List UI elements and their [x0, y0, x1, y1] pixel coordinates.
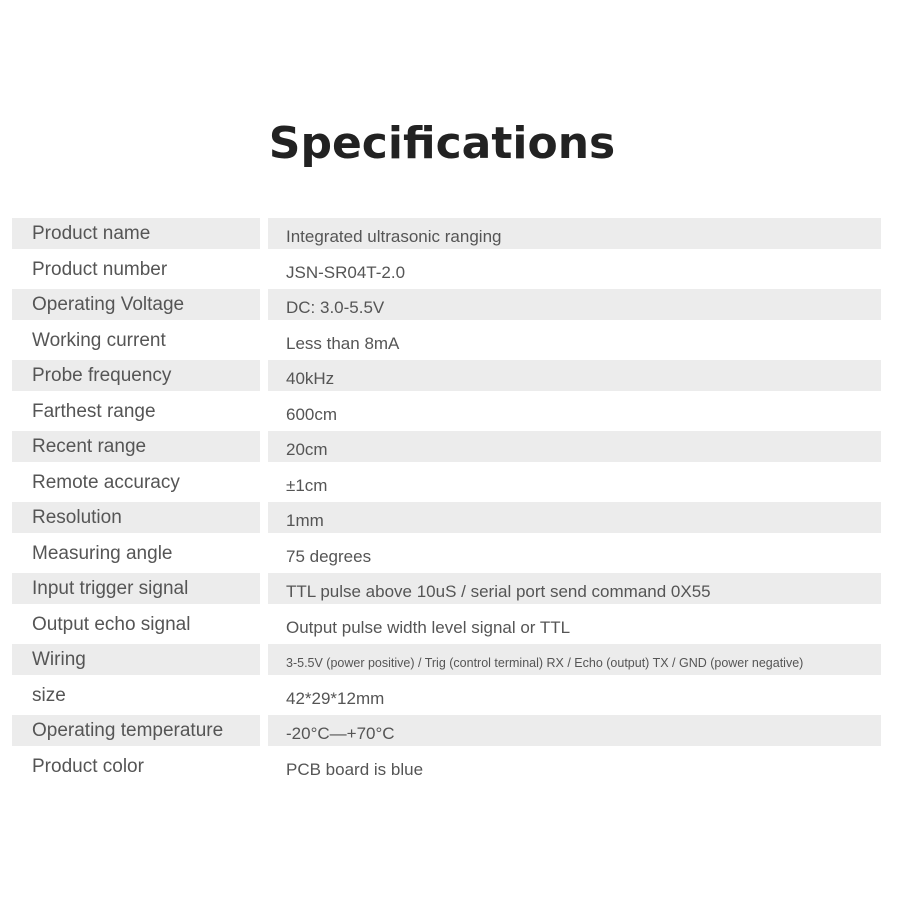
spec-row-measuring-angle — [12, 538, 881, 574]
spec-value: 40kHz — [268, 360, 881, 391]
spec-label: size — [32, 684, 66, 706]
page-title: Specifications — [268, 118, 616, 169]
spec-value: DC: 3.0-5.5V — [268, 289, 881, 320]
spec-label: Probe frequency — [12, 360, 260, 391]
spec-value: 20cm — [268, 431, 881, 462]
spec-row-product-name — [12, 218, 881, 254]
spec-row-input-trigger-signal — [12, 573, 881, 609]
spec-label: Resolution — [12, 502, 260, 533]
spec-row-remote-accuracy — [12, 467, 881, 503]
spec-value: JSN-SR04T-2.0 — [286, 262, 406, 282]
spec-row-probe-frequency — [12, 360, 881, 396]
spec-value: 600cm — [286, 404, 338, 424]
spec-value: 75 degrees — [286, 546, 372, 566]
spec-label: Operating Voltage — [12, 289, 260, 320]
spec-label: Wiring — [12, 644, 260, 675]
spec-row-operating-voltage — [12, 289, 881, 325]
spec-row-working-current — [12, 325, 881, 361]
spec-label: Output echo signal — [32, 613, 191, 635]
spec-label: Recent range — [12, 431, 260, 462]
spec-label: Farthest range — [32, 400, 156, 422]
spec-label: Input trigger signal — [12, 573, 260, 604]
spec-row-product-color — [12, 751, 881, 787]
spec-label: Product number — [32, 258, 168, 280]
spec-value: 3-5.5V (power positive) / Trig (control terminal) RX / Echo (output) TX / GND (power negative) — [268, 644, 881, 675]
spec-row-product-number — [12, 254, 881, 290]
spec-row-output-echo-signal — [12, 609, 881, 645]
spec-label: Remote accuracy — [32, 471, 180, 493]
spec-row-resolution — [12, 502, 881, 538]
spec-row-recent-range — [12, 431, 881, 467]
spec-row-operating-temperature — [12, 715, 881, 751]
spec-value: Integrated ultrasonic ranging — [268, 218, 881, 249]
spec-value: Output pulse width level signal or TTL — [286, 617, 571, 637]
spec-row-farthest-range — [12, 396, 881, 432]
spec-value: 1mm — [268, 502, 881, 533]
spec-label: Working current — [32, 329, 166, 351]
spec-value: 42*29*12mm — [286, 688, 385, 708]
spec-label: Measuring angle — [32, 542, 173, 564]
spec-row-wiring — [12, 644, 881, 680]
spec-value: TTL pulse above 10uS / serial port send command 0X55 — [268, 573, 881, 604]
spec-value: PCB board is blue — [286, 759, 424, 779]
spec-value: ±1cm — [286, 475, 328, 495]
spec-label: Product color — [32, 755, 144, 777]
spec-table — [12, 218, 881, 786]
spec-value: -20°C—+70°C — [268, 715, 881, 746]
spec-label: Product name — [12, 218, 260, 249]
spec-value: Less than 8mA — [286, 333, 400, 353]
spec-label: Operating temperature — [12, 715, 260, 746]
spec-row-size — [12, 680, 881, 716]
